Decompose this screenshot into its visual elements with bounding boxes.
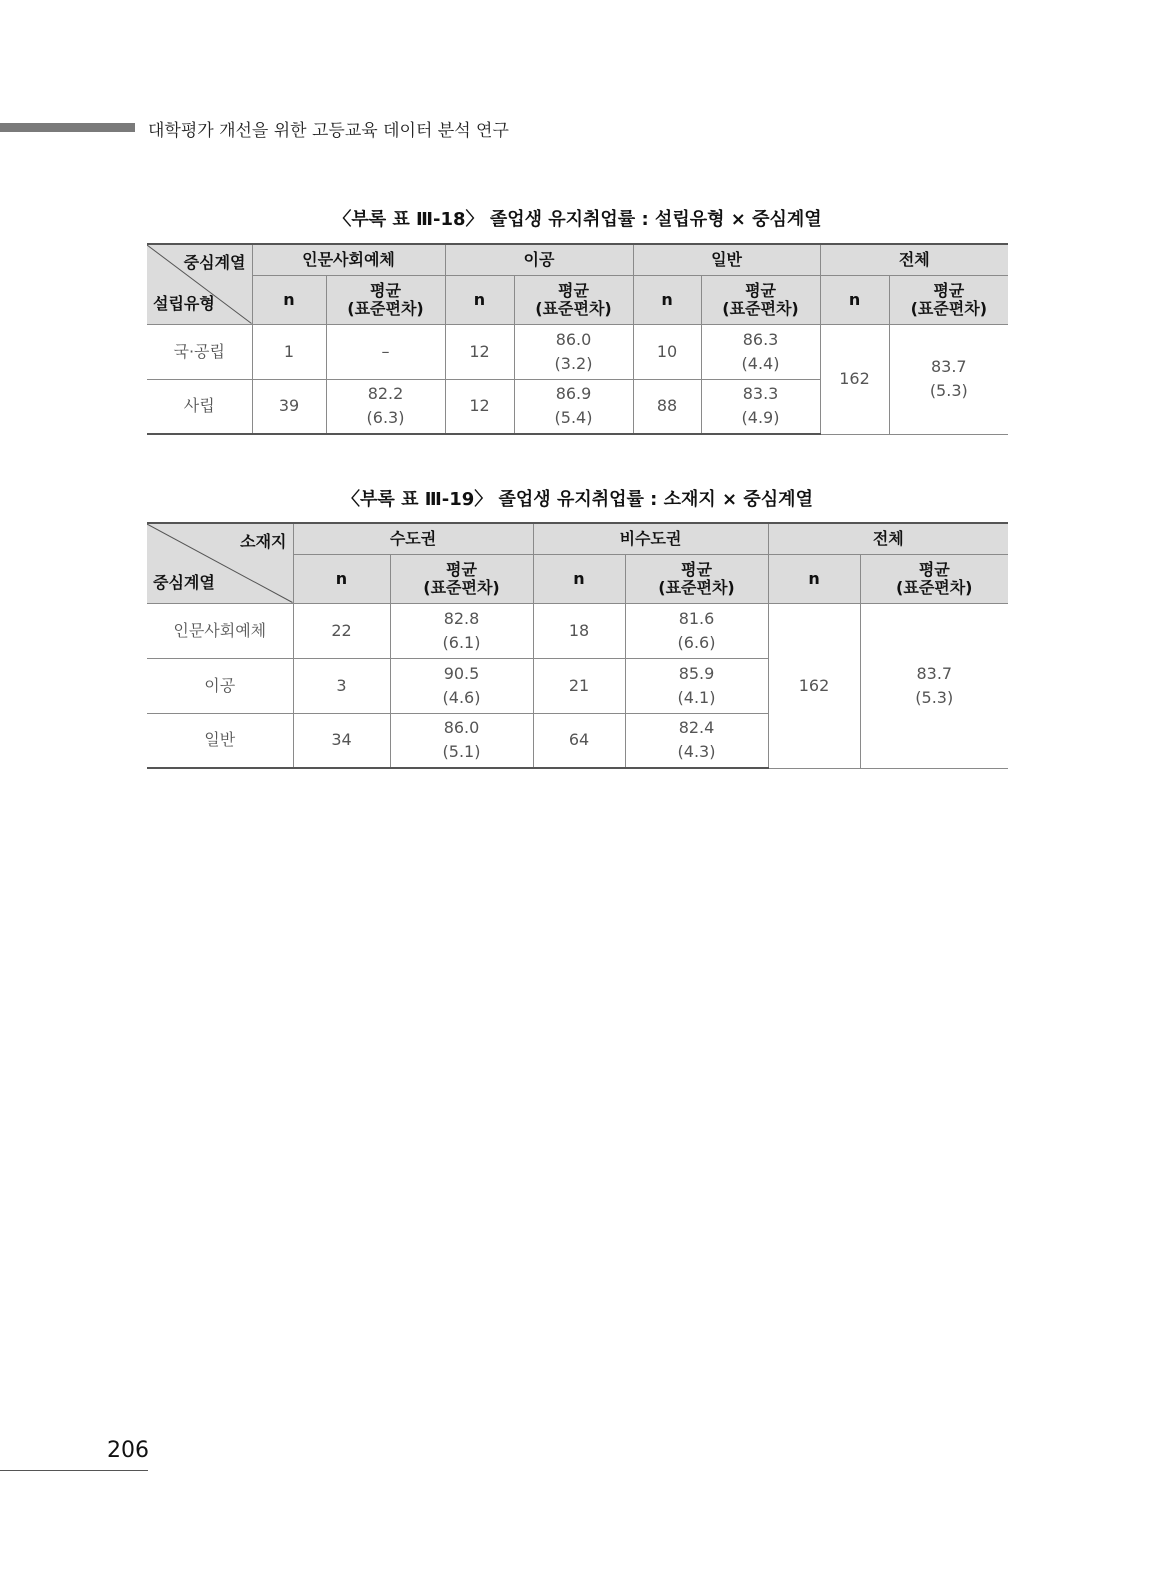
page-number: 206 <box>107 1438 149 1463</box>
n-header: n <box>293 554 390 603</box>
mean-sd-cell: 83.3 (4.9) <box>701 379 820 434</box>
mean-sd-header: 평균 (표준편차) <box>326 275 445 324</box>
n-cell: 21 <box>533 658 625 713</box>
n-header: n <box>252 275 326 324</box>
row-label: 일반 <box>147 713 293 768</box>
total-mean-sd-cell: 83.7 (5.3) <box>860 603 1008 768</box>
corner-row-label: 설립유형 <box>153 293 215 313</box>
mean-sd-header: 평균 (표준편차) <box>860 554 1008 603</box>
n-cell: 1 <box>252 324 326 379</box>
table-18 <box>147 243 1008 435</box>
n-cell: 64 <box>533 713 625 768</box>
table-19-caption: 〈부록 표 Ⅲ-19〉 졸업생 유지취업률 : 소재지 × 중심계열 <box>342 489 813 510</box>
group-header: 이공 <box>445 244 633 275</box>
total-n-cell: 162 <box>768 603 860 768</box>
corner-column-label: 중심계열 <box>183 253 246 272</box>
group-header: 수도권 <box>293 523 533 554</box>
group-header: 전체 <box>768 523 1008 554</box>
n-cell: 10 <box>633 324 701 379</box>
row-label: 사립 <box>147 379 252 434</box>
mean-sd-header: 평균 (표준편차) <box>889 275 1008 324</box>
mean-sd-cell: 85.9 (4.1) <box>625 658 768 713</box>
mean-sd-cell: 86.3 (4.4) <box>701 324 820 379</box>
row-label: 이공 <box>147 658 293 713</box>
n-header: n <box>633 275 701 324</box>
n-cell: 34 <box>293 713 390 768</box>
mean-sd-header: 평균 (표준편차) <box>514 275 633 324</box>
mean-sd-cell: 82.2 (6.3) <box>326 379 445 434</box>
row-label: 인문사회예체 <box>147 603 293 658</box>
mean-sd-cell: 82.4 (4.3) <box>625 713 768 768</box>
corner-column-label: 소재지 <box>240 532 287 551</box>
mean-sd-cell: 82.8 (6.1) <box>390 603 533 658</box>
mean-sd-cell: 86.0 (5.1) <box>390 713 533 768</box>
running-header-title: 대학평가 개선을 위한 고등교육 데이터 분석 연구 <box>148 121 509 141</box>
table-19-corner-header <box>147 523 293 603</box>
n-header: n <box>445 275 514 324</box>
table-19 <box>147 522 1008 769</box>
n-cell: 12 <box>445 379 514 434</box>
mean-sd-cell: 90.5 (4.6) <box>390 658 533 713</box>
n-header: n <box>820 275 889 324</box>
table-row <box>147 324 1008 379</box>
table-18-corner-header <box>147 244 252 324</box>
n-cell: 12 <box>445 324 514 379</box>
total-mean-sd-cell: 83.7 (5.3) <box>889 324 1008 434</box>
mean-sd-cell: 81.6 (6.6) <box>625 603 768 658</box>
mean-cell: – <box>326 324 445 379</box>
mean-sd-cell: 86.9 (5.4) <box>514 379 633 434</box>
footer-rule <box>0 1470 148 1471</box>
n-header: n <box>533 554 625 603</box>
total-n-cell: 162 <box>820 324 889 434</box>
mean-sd-header: 평균 (표준편차) <box>625 554 768 603</box>
mean-sd-cell: 86.0 (3.2) <box>514 324 633 379</box>
n-cell: 3 <box>293 658 390 713</box>
table-18-caption: 〈부록 표 Ⅲ-18〉 졸업생 유지취업률 : 설립유형 × 중심계열 <box>333 209 822 230</box>
group-header: 일반 <box>633 244 820 275</box>
corner-row-label: 중심계열 <box>153 572 215 592</box>
row-label: 국·공립 <box>147 324 252 379</box>
group-header: 인문사회예체 <box>252 244 445 275</box>
group-header: 전체 <box>820 244 1008 275</box>
n-cell: 22 <box>293 603 390 658</box>
mean-sd-header: 평균 (표준편차) <box>390 554 533 603</box>
n-cell: 88 <box>633 379 701 434</box>
table-row <box>147 603 1008 658</box>
n-cell: 18 <box>533 603 625 658</box>
n-header: n <box>768 554 860 603</box>
mean-sd-header: 평균 (표준편차) <box>701 275 820 324</box>
n-cell: 39 <box>252 379 326 434</box>
header-bar <box>0 123 135 132</box>
group-header: 비수도권 <box>533 523 768 554</box>
